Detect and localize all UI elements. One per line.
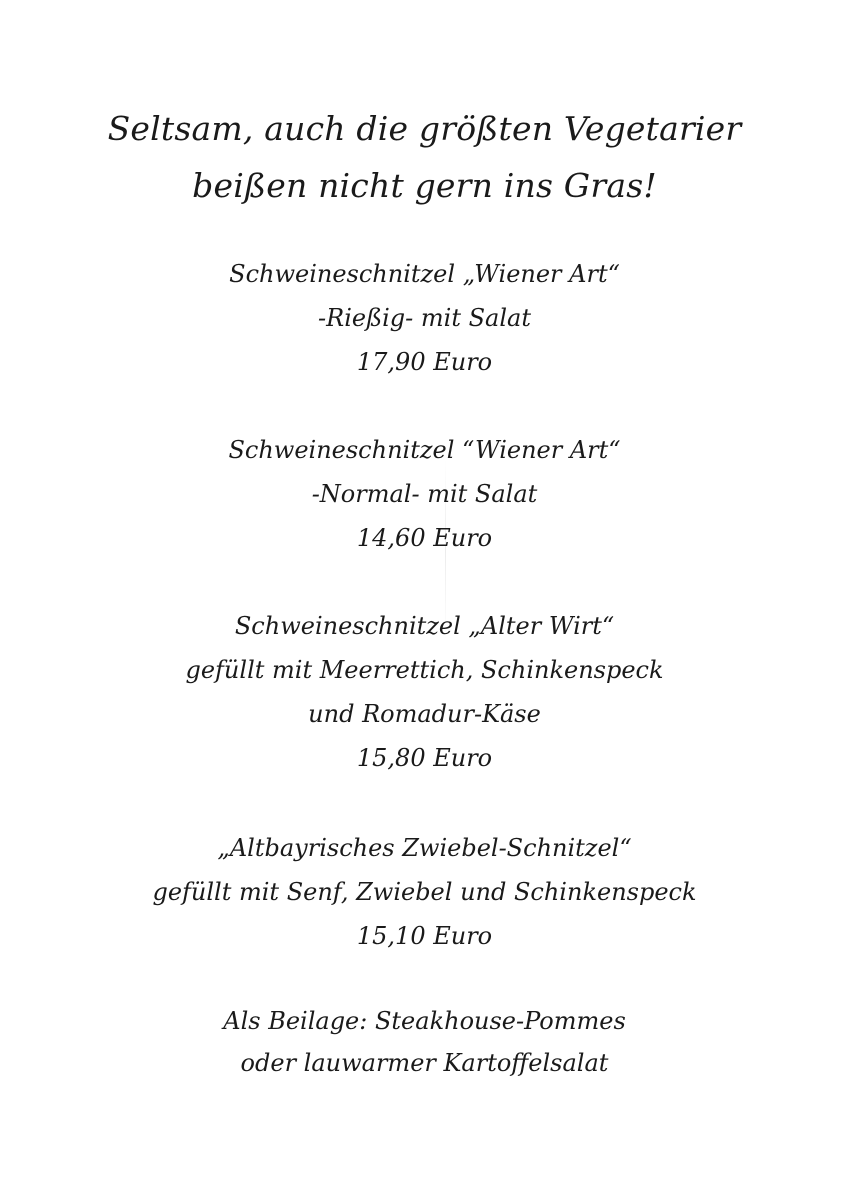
menu-heading <box>0 100 849 214</box>
menu-item-description: -Normal- mit Salat <box>311 480 538 508</box>
menu-item-price: 14,60 Euro <box>356 524 493 552</box>
menu-item-name: Schweineschnitzel “Wiener Art“ <box>228 436 621 464</box>
menu-item-description: -Rießig- mit Salat <box>318 304 531 332</box>
menu-item <box>0 428 849 560</box>
menu-item-description: und Romadur-Käse <box>308 700 541 728</box>
menu-item-price: 15,10 Euro <box>356 922 493 950</box>
menu-item-description: gefüllt mit Meerrettich, Schinkenspeck <box>185 656 664 684</box>
menu-item-name: Schweineschnitzel „Alter Wirt“ <box>234 612 615 640</box>
menu-item-price: 15,80 Euro <box>356 744 493 772</box>
side-dishes-line-1: Als Beilage: Steakhouse-Pommes <box>223 1007 626 1035</box>
menu-item-name: „Altbayrisches Zwiebel-Schnitzel“ <box>217 834 632 862</box>
heading-line-1: Seltsam, auch die größten Vegetarier <box>107 109 742 148</box>
menu-item <box>0 252 849 384</box>
menu-item <box>0 826 849 958</box>
side-dishes-line-2: oder lauwarmer Kartoffelsalat <box>240 1049 609 1077</box>
side-dishes-note <box>0 1000 849 1084</box>
menu-item-price: 17,90 Euro <box>356 348 493 376</box>
menu-item-description: gefüllt mit Senf, Zwiebel und Schinkenspeck <box>152 878 697 906</box>
menu-item <box>0 604 849 780</box>
heading-line-2: beißen nicht gern ins Gras! <box>192 166 657 205</box>
menu-item-name: Schweineschnitzel „Wiener Art“ <box>229 260 620 288</box>
